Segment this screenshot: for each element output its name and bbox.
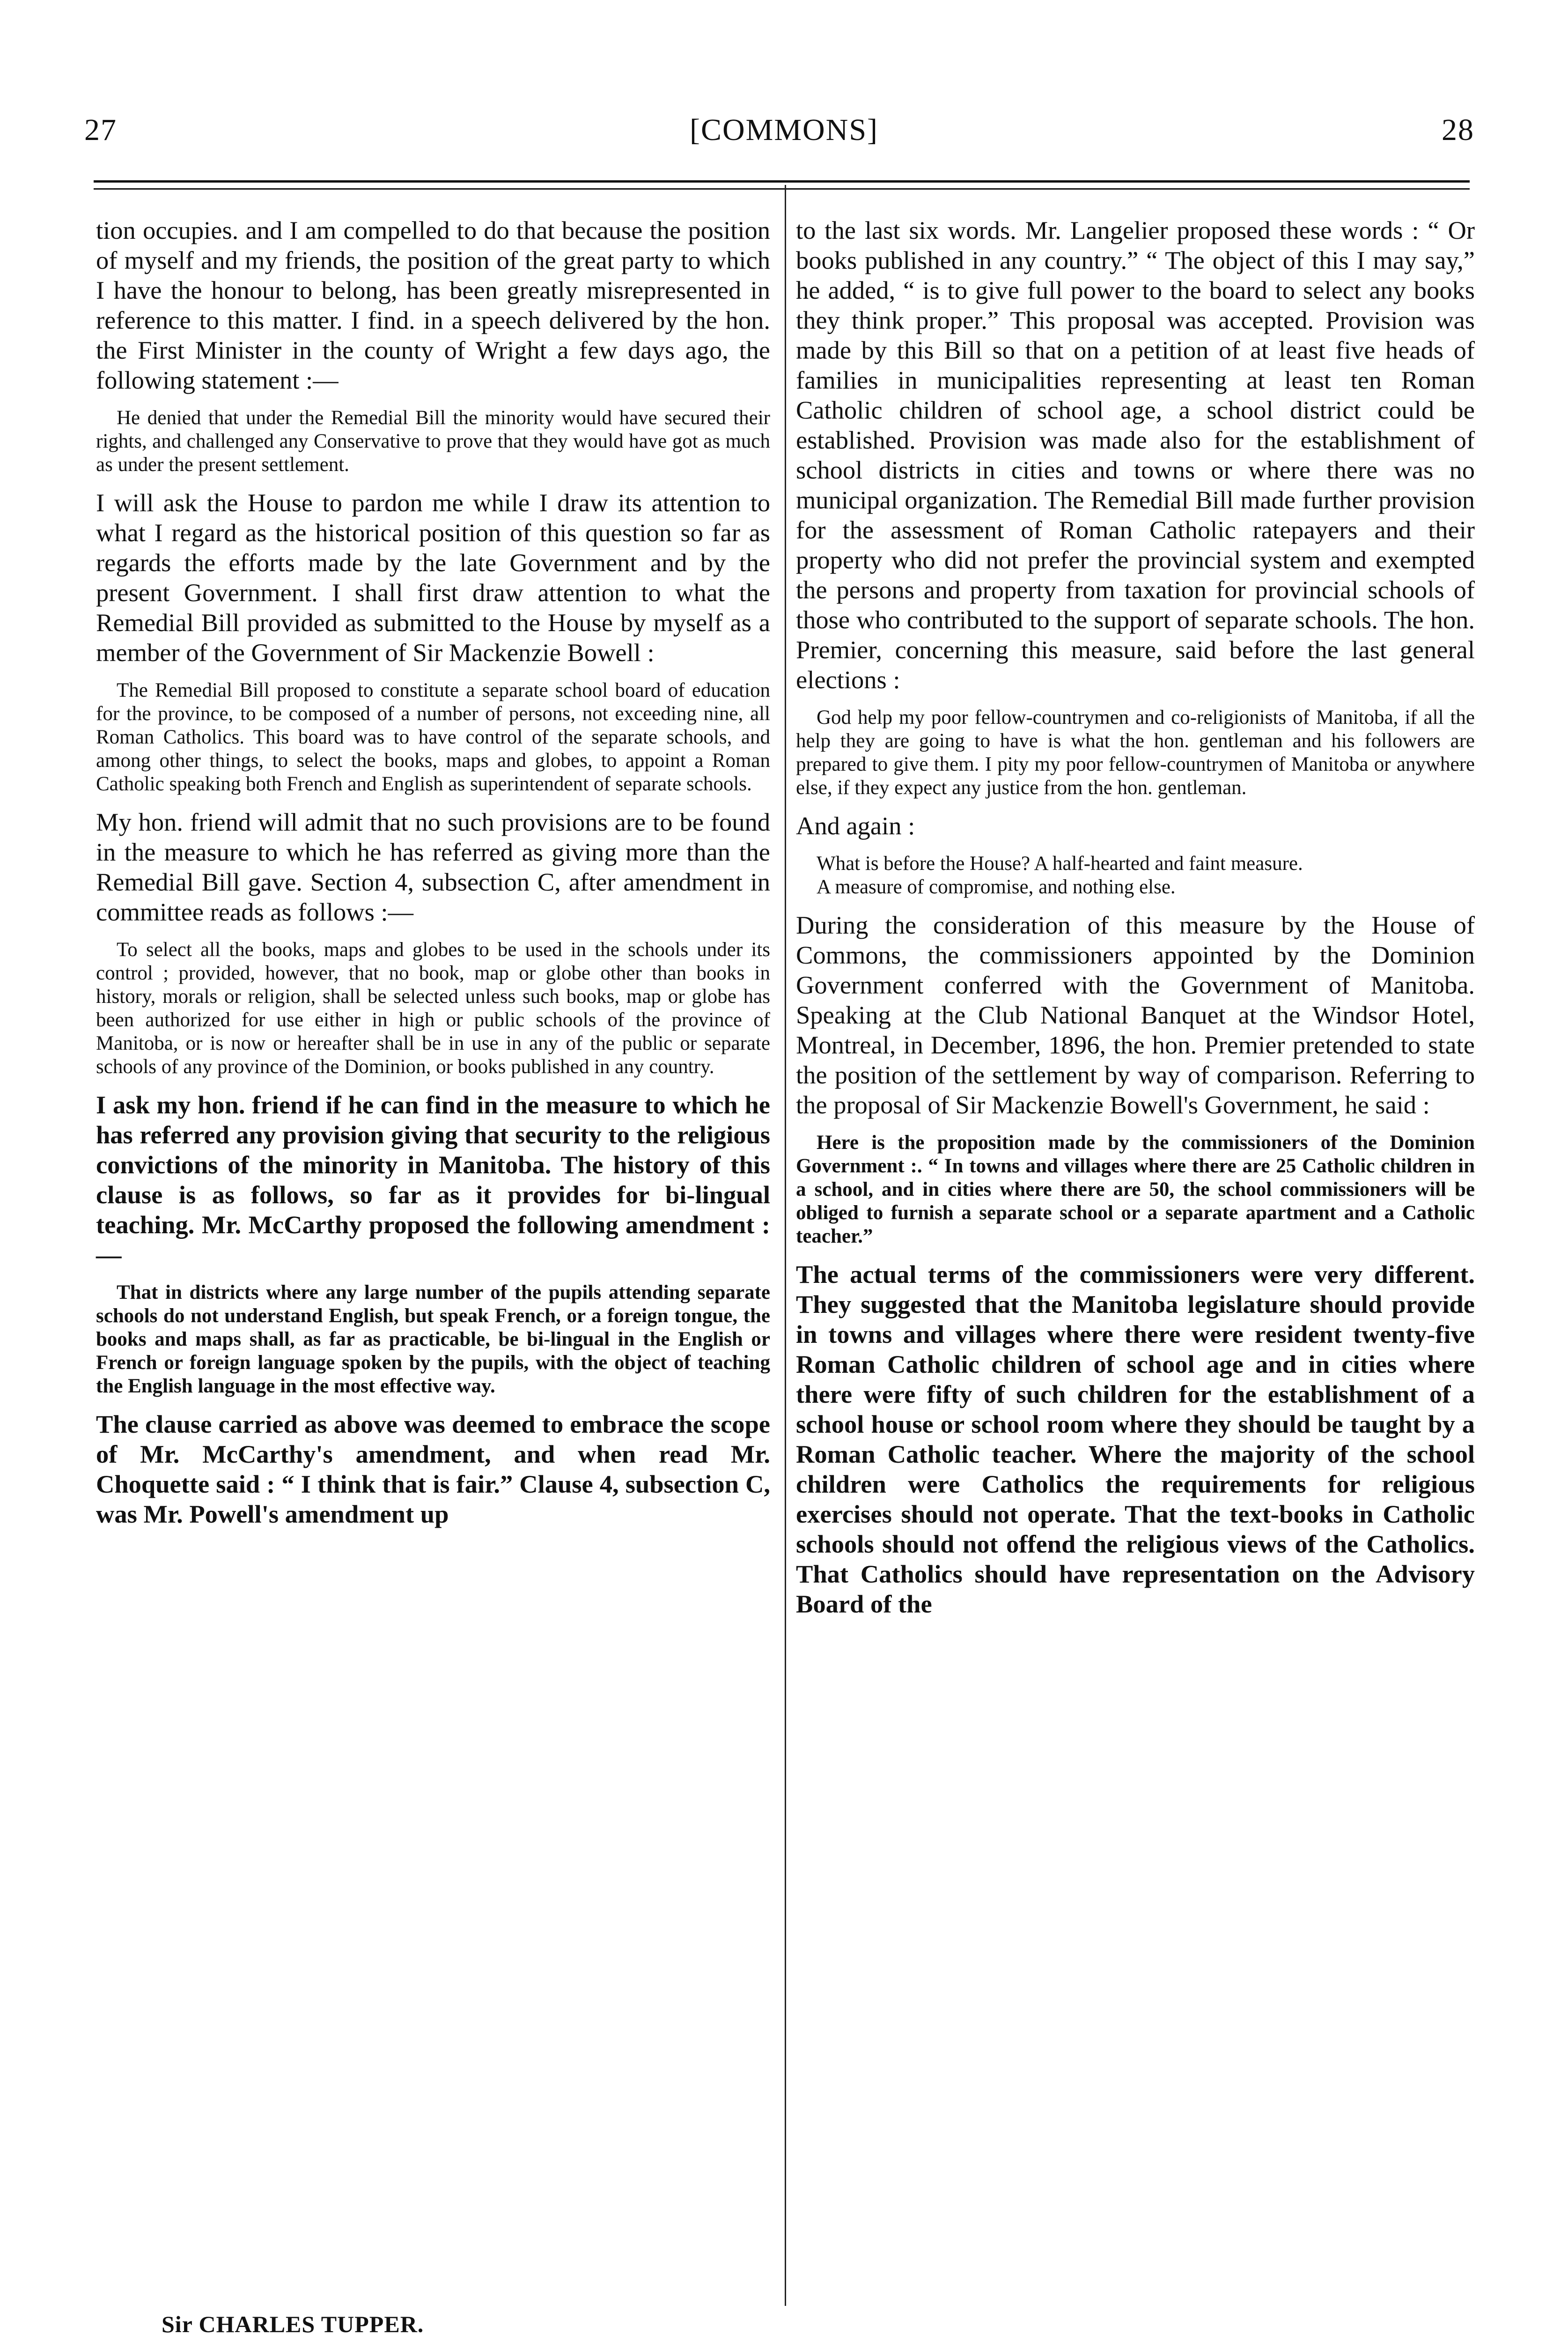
right-quote-2a: What is before the House? A half-hearted and faint measure.	[817, 853, 1303, 875]
right-paragraph-3: During the consideration of this measure by the House of Commons, the commissioners appointed by the Dominion Government conferred with the Government of Manitoba. Speaking at the Club National Banquet at the Windsor Hotel, Montreal, in December, 1896, the hon. Premier pretended to state the position of the settlement by way of comparison. Referring to the proposal of Sir Mackenzie Bowell's Government, he said :	[796, 911, 1475, 1119]
left-paragraph-4: I ask my hon. friend if he can find in the measure to which he has referred any provision giving that security to the religious convictions of the minority in Manitoba. The history of this clause is as follows, so far as it provides for bi-lingual teaching. Mr. McCarthy proposed the following amendment :—	[96, 1090, 770, 1269]
right-paragraph-1: to the last six words. Mr. Langelier proposed these words : “ Or books published in any country.” “ The object of this I may say,” he added, “ is to give full power to the board to select any books they think proper.” This proposal was accepted. Provision was made by this Bill so that on a petition of at least five heads of families in municipalities representing at least ten Roman Catholic children of school age, a school district could be established. Provision was made also for the establishment of school districts in cities and towns or where there was no municipal organization. The Remedial Bill made further provision for the assessment of Roman Catholic ratepayers and their property who did not prefer the provincial system and exempted the persons and property from taxation for provincial schools of those who contributed to the support of separate schools. The hon. Premier, concerning this measure, said before the last general elections :	[796, 216, 1475, 694]
right-paragraph-4: The actual terms of the commissioners were very different. They suggested that the Manitoba legislature should provide in towns and villages where there were resident twenty-five Roman Catholic children of school age and in cities where there were fifty of such children for the establishment of a school house or school room where they should be taught by a Roman Catholic teacher. Where the majority of the school children were Catholics the requirements for religious exercises should not operate. That the text-books in Catholic schools should not offend the religious views of the Catholics. That Catholics should have representation on the Advisory Board of the	[796, 1260, 1475, 1618]
left-quote-3: To select all the books, maps and globes to be used in the schools under its control ; provided, however, that no book, map or globe other than books in history, morals or religion, shall be selected unless such books, map or globe has been authorized for use either in high or public schools of the province of Manitoba, or is now or hereafter shall be in use in any of the public or separate schools of any province of the Dominion, or books published in any country.	[96, 939, 770, 1078]
page-header	[84, 94, 1484, 145]
right-paragraph-2: And again :	[796, 811, 915, 840]
left-quote-1: He denied that under the Remedial Bill the minority would have secured their rights, and challenged any Conservative to prove that they would have got as much as under the present settlement.	[96, 407, 770, 476]
right-quote-1: God help my poor fellow-countrymen and co-religionists of Manitoba, if all the help they are going to have is what the hon. gentleman and his followers are prepared to give them. I pity my poor fellow-countrymen of Manitoba or anywhere else, if they expect any justice from the hon. gentleman.	[796, 707, 1475, 799]
right-column	[796, 215, 1475, 1626]
left-paragraph-2: I will ask the House to pardon me while I draw its attention to what I regard as the historical position of this question so far as regards the efforts made by the late Government and by the present Government. I shall first draw attention to what the Remedial Bill provided as submitted to the House by myself as a member of the Government of Sir Mackenzie Bowell :	[96, 488, 770, 667]
header-rule-top	[94, 180, 1470, 183]
left-paragraph-5: The clause carried as above was deemed to embrace the scope of Mr. McCarthy's amendment, and when read Mr. Choquette said : “ I think that is fair.” Clause 4, subsection C, was Mr. Powell's amendment up	[96, 1410, 770, 1528]
page-number-left: 27	[84, 113, 117, 147]
page-number-right: 28	[1442, 113, 1474, 147]
right-quote-2b: A measure of compromise, and nothing else.	[817, 876, 1176, 898]
left-paragraph-1: tion occupies. and I am compelled to do that because the position of myself and my friends, the position of the great party to which I have the honour to belong, has been greatly misrepresented in reference to this matter. I find. in a speech delivered by the hon. the First Minister in the county of Wright a few days ago, the following statement :—	[96, 216, 770, 394]
speaker-footer: Sir CHARLES TUPPER.	[162, 2311, 424, 2337]
left-quote-2: The Remedial Bill proposed to constitute a separate school board of education for the province, to be composed of a number of persons, not exceeding nine, all Roman Catholics. This board was to have control of the separate schools, and among other things, to select the books, maps and globes, to appoint a Roman Catholic speaking both French and English as superintendent of separate schools.	[96, 679, 770, 795]
column-divider	[785, 185, 786, 2306]
left-paragraph-3: My hon. friend will admit that no such provisions are to be found in the measure to which he has referred as giving more than the Remedial Bill gave. Section 4, subsection C, after amendment in committee reads as follows :—	[96, 808, 770, 926]
left-column	[96, 215, 770, 1536]
right-quote-3: Here is the proposition made by the commissioners of the Dominion Government :. “ In towns and villages where there are 25 Catholic children in a school, and in cities where there are 50, the school commissioners will be obliged to furnish a separate school or a separate apartment and a Catholic teacher.”	[796, 1132, 1475, 1247]
page-title: [COMMONS]	[689, 113, 879, 147]
header-rule-bottom	[94, 188, 1470, 190]
left-quote-4: That in districts where any large number of the pupils attending separate schools do not understand English, but speak French, or a foreign tongue, the books and maps shall, as far as practicable, be bi-lingual in the English or French or foreign language spoken by the pupils, with the object of teaching the English language in the most effective way.	[96, 1281, 770, 1397]
